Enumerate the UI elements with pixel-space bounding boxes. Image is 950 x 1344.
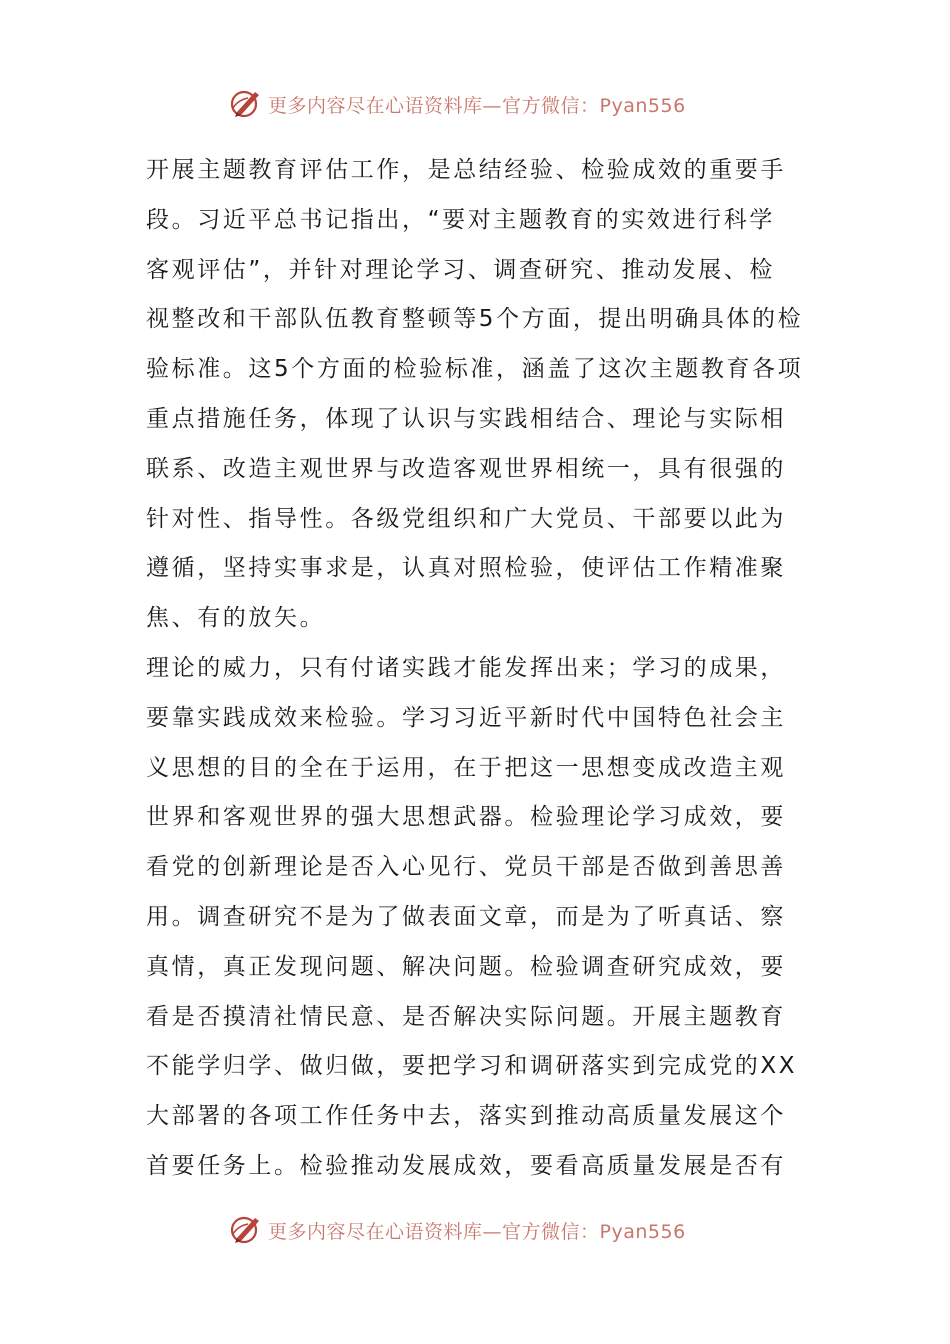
text-line: 义思想的目的全在于运用，在于把这一思想变成改造主观 (146, 754, 786, 781)
pen-logo-icon (228, 1212, 264, 1248)
article-body (146, 146, 808, 1192)
text-line: 真情，真正发现问题、解决问题。检验调查研究成效，要 (146, 953, 786, 980)
text-line: 焦、有的放矢。 (146, 605, 326, 632)
text-line: 段。习近平总书记指出，“要对主题教育的实效进行科学 (146, 206, 775, 233)
text-line: 用。调查研究不是为了做表面文章，而是为了听真话、察 (146, 903, 786, 930)
text-line: 大部署的各项工作任务中去，落实到推动高质量发展这个 (146, 1103, 786, 1130)
banner-site-text: 更多内容尽在心语资料库 (268, 94, 483, 117)
header-banner (228, 84, 728, 124)
text-line: 要靠实践成效来检验。学习习近平新时代中国特色社会主 (146, 704, 786, 731)
banner-dash: — (482, 94, 503, 117)
text-line: 针对性、指导性。各级党组织和广大党员、干部要以此为 (146, 505, 786, 532)
text-line: 世界和客观世界的强大思想武器。检验理论学习成效，要 (146, 804, 786, 831)
text-line: 看是否摸清社情民意、是否解决实际问题。开展主题教育 (146, 1003, 786, 1030)
banner-dash: — (482, 1220, 503, 1243)
banner-wechat-handle: Pyan556 (599, 1220, 686, 1243)
text-line: 客观评估”，并针对理论学习、调查研究、推动发展、检 (146, 256, 775, 283)
text-line: 开展主题教育评估工作，是总结经验、检验成效的重要手 (146, 157, 786, 183)
text-line: 视整改和干部队伍教育整顿等5个方面，提出明确具体的检 (146, 306, 804, 333)
text-line: 验标准。这5个方面的检验标准，涵盖了这次主题教育各项 (146, 356, 804, 383)
text-line: 遵循，坚持实事求是，认真对照检验，使评估工作精准聚 (146, 555, 786, 582)
pen-logo-icon (228, 86, 264, 122)
text-line: 看党的创新理论是否入心见行、党员干部是否做到善思善 (146, 854, 786, 881)
text-line: 重点措施任务，体现了认识与实践相结合、理论与实际相 (146, 405, 786, 432)
text-line: 首要任务上。检验推动发展成效，要看高质量发展是否有 (146, 1152, 786, 1179)
banner-wechat-label: 官方微信： (502, 94, 600, 117)
banner-wechat-handle: Pyan556 (599, 94, 686, 117)
footer-banner (228, 1210, 728, 1250)
banner-site-text: 更多内容尽在心语资料库 (268, 1220, 483, 1243)
text-line: 理论的威力，只有付诸实践才能发挥出来；学习的成果， (146, 654, 786, 681)
text-line: 联系、改造主观世界与改造客观世界相统一，具有很强的 (146, 455, 786, 482)
banner-wechat-label: 官方微信： (502, 1220, 600, 1243)
text-line: 不能学归学、做归做，要把学习和调研落实到完成党的XX (146, 1053, 798, 1080)
